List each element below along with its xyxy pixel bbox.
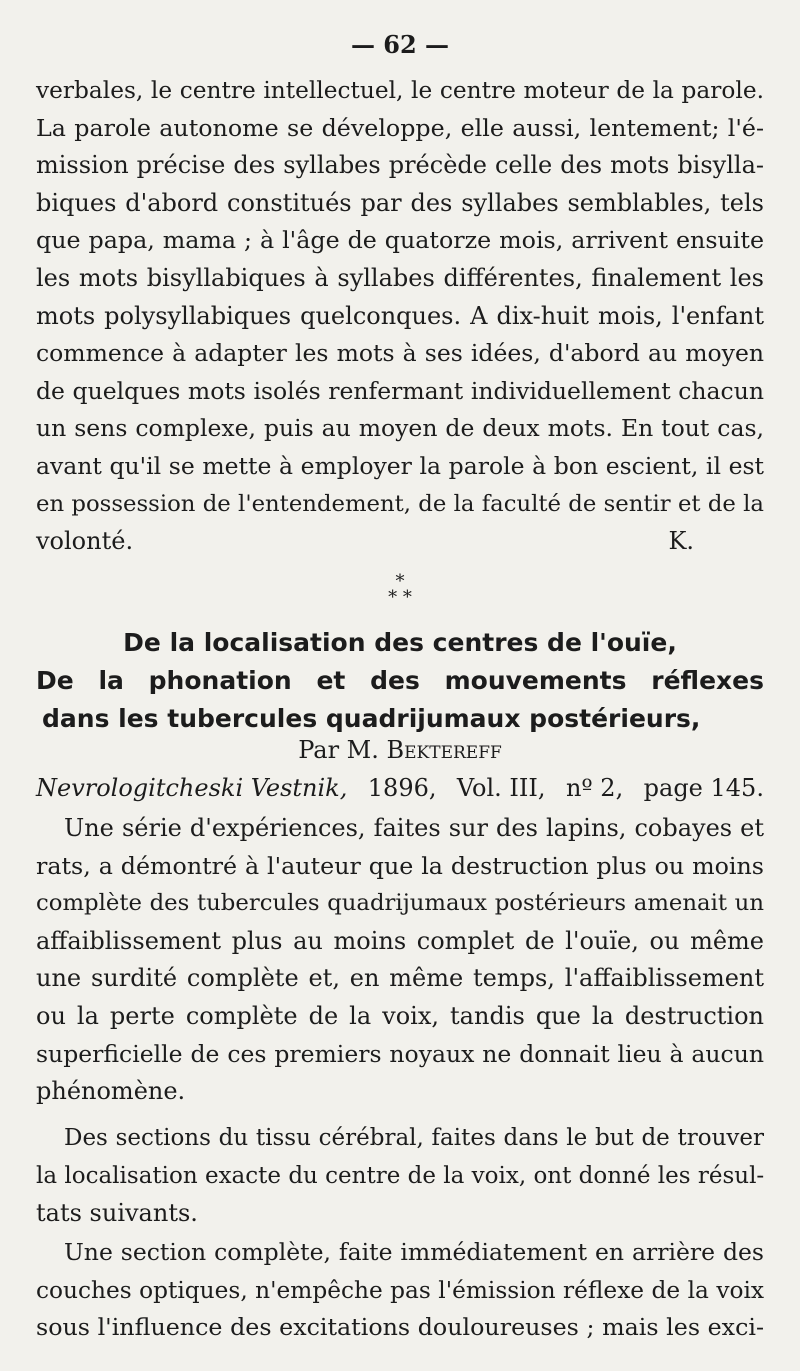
text-line: de quelques mots isolés renfermant individuellement chacun	[36, 376, 764, 405]
asterism-bottom: * *	[388, 587, 412, 608]
paragraph-intro	[36, 72, 764, 561]
text-line: ou la perte complète de la voix, tandis que la destruction	[36, 1001, 764, 1030]
text-line: sous l'influence des excitations douloureuses ; mais les exci-	[36, 1313, 764, 1342]
text-line: avant qu'il se mette à employer la parole à bon escient, il est	[36, 451, 764, 480]
text-line: biques d'abord constitués par des syllabes semblables, tels	[36, 188, 764, 217]
citation-number: nº 2,	[565, 774, 624, 802]
text-line: complète des tubercules quadrijumaux postérieurs amenait un	[36, 890, 764, 917]
byline	[0, 736, 800, 764]
paragraph-experiments	[36, 810, 764, 1111]
title-line: dans les tubercules quadrijumaux postérieurs,	[42, 704, 701, 733]
closing-line	[36, 523, 764, 561]
citation-volume: Vol. III,	[456, 774, 546, 802]
paragraph-sections	[36, 1120, 764, 1233]
text-line: la localisation exacte du centre de la voix, ont donné les résul-	[36, 1162, 765, 1189]
text-line: mots polysyllabiques quelconques. A dix-huit mois, l'enfant	[36, 301, 764, 330]
text-line: rats, a démontré à l'auteur que la destruction plus ou moins	[36, 851, 764, 880]
journal-name: Nevrologitcheski Vestnik,	[36, 774, 348, 802]
text-line: superficielle de ces premiers noyaux ne donnait lieu à aucun	[36, 1039, 764, 1068]
citation	[36, 774, 764, 802]
title-line: De la localisation des centres de l'ouïe,	[123, 628, 677, 657]
text-line: une surdité complète et, en même temps, l'affaiblissement	[36, 964, 764, 993]
text-line: phénomène.	[36, 1077, 186, 1106]
page-number: — 62 —	[350, 30, 450, 59]
text-line: La parole autonome se développe, elle aussi, lentement; l'é-	[36, 113, 764, 142]
signature: K.	[668, 527, 694, 556]
title-line: De la phonation et des mouvements réflexes	[36, 666, 764, 695]
text-line: un sens complexe, puis au moyen de deux mots. En tout cas,	[36, 414, 764, 443]
text-line: en possession de l'entendement, de la faculté de sentir et de la	[36, 490, 764, 517]
paragraph-results	[36, 1234, 764, 1347]
text-line: tats suivants.	[36, 1199, 198, 1228]
citation-year: 1896,	[367, 774, 437, 802]
asterism-top: *	[395, 571, 405, 592]
text-line: Des sections du tissu cérébral, faites dans le but de trouver	[64, 1125, 764, 1151]
text-line: affaiblissement plus au moins complet de l'ouïe, ou même	[36, 926, 764, 955]
text-line: volonté.	[36, 527, 134, 556]
text-line: couches optiques, n'empêche pas l'émission réflexe de la voix	[36, 1276, 764, 1304]
text-line: que papa, mama ; à l'âge de quatorze mois, arrivent ensuite	[36, 226, 764, 255]
text-line: Une section complète, faite immédiatement en arrière des	[64, 1238, 764, 1266]
author-name: Bektereff	[386, 736, 502, 764]
article-title	[36, 624, 764, 738]
citation-page: page 145.	[643, 774, 764, 802]
byline-prefix: Par M.	[298, 736, 379, 764]
text-line: les mots bisyllabiques à syllabes différentes, finalement les	[36, 263, 764, 292]
text-line: Une série d'expériences, faites sur des lapins, cobayes et	[64, 814, 764, 842]
text-line: commence à adapter les mots à ses idées, d'abord au moyen	[36, 339, 764, 368]
text-line: verbales, le centre intellectuel, le centre moteur de la parole.	[36, 77, 764, 104]
text-line: mission précise des syllabes précède celle des mots bisylla-	[36, 151, 764, 180]
